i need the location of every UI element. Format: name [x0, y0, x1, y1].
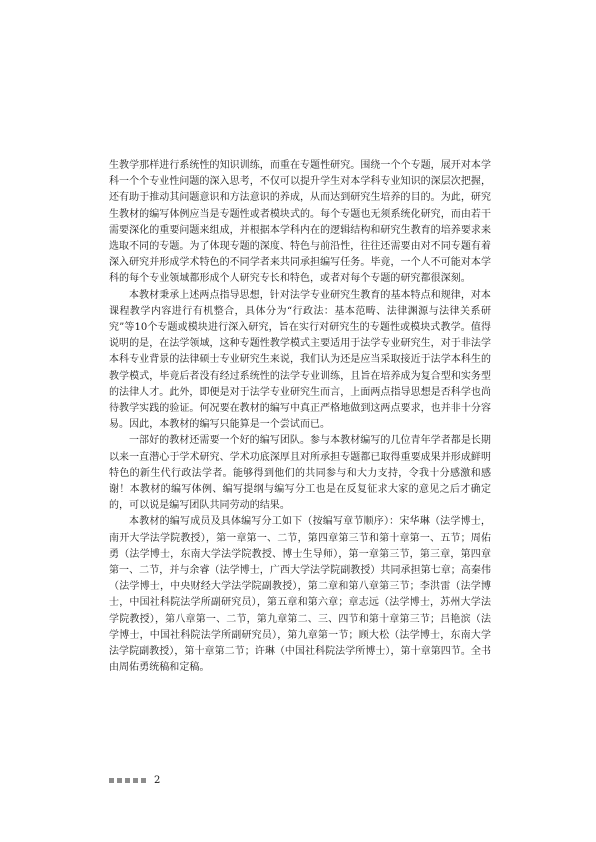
page-number: 2	[154, 775, 161, 786]
footer-square	[141, 778, 146, 783]
paragraph-4: 本教材的编写成员及具体编写分工如下（按编写章节顺序）：宋华琳（法学博士，南开大学法学院教授），第一章第一、二节，第四章第三节和第十章第一、五节；周佑勇（法学博士，东南大学法学院教授、博士生导师），第一章第三节，第三章，第四章第一、二节，并与余睿（法学博士，广西大学法学院副教授）共同承担第七章；高秦伟（法学博士，中央财经大学法学院副教授），第二章和第八章第三节；李洪雷（法学博士，中国社科院法学所副研究员），第五章和第六章；章志远（法学博士，苏州大学法学院教授），第八章第一、二节，第九章第二、三、四节和第十章第三节；吕艳滨（法学博士，中国社科院法学所副研究员），第九章第一节；顾大松（法学博士，东南大学法学院副教授），第十章第二节；许琳（中国社科院法学所博士），第十章第四节。全书由周佑勇统稿和定稿。	[109, 516, 491, 674]
footer-squares-decoration	[109, 778, 146, 783]
paragraph-1: 生教学那样进行系统性的知识训练，而重在专题性研究。围绕一个个专题，展开对本学科一个个专业性问题的深入思考，不仅可以提升学生对本学科专业知识的深层次把握，还有助于推动其问题意识和方法意识的养成，从而达到研究生培养的目的。为此，研究生教材的编写体例应当是专题性或者模块式的。每个专题也无须系统化研究，而由若干需要深化的重要问题来组成，并根据本学科内在的逻辑结构和研究生教育的培养要求来选取不同的专题。为了体现专题的深度、特色与前沿性，往往还需要由对不同专题有着深入研究并形成学术特色的不同学者来共同承担编写任务。毕竟，一个人不可能对本学科的每个专业领域都形成个人研究专长和特色，或者对每个专题的研究都很深刻。	[109, 160, 491, 285]
page-footer	[109, 775, 160, 786]
paragraph-2: 本教材秉承上述两点指导思想，针对法学专业研究生教育的基本特点和规律，对本课程教学内容进行有机整合，具体分为“行政法：基本范畴、法律渊源与法律关系研究”等10个专题或模块进行深入研究，旨在实行对研究生的专题性或模块式教学。值得说明的是，在法学领域，这种专题性教学模式主要适用于法学专业研究生，对于非法学本科专业背景的法律硕士专业研究生来说，我们认为还是应当采取接近于法学本科生的教学模式，毕竟后者没有经过系统性的法学专业训练，且旨在培养成为复合型和实务型的法律人才。此外，即便是对于法学专业研究生而言，上面两点指导思想是否科学也尚待教学实践的验证。何况要在教材的编写中真正严格地做到这两点要求，也并非十分容易。因此，本教材的编写只能算是一个尝试而已。	[109, 289, 491, 431]
footer-square	[117, 778, 122, 783]
page-body	[109, 158, 491, 677]
paragraph-3: 一部好的教材还需要一个好的编写团队。参与本教材编写的几位青年学者都是长期以来一直潜心于学术研究、学术功底深厚且对所承担专题都已取得重要成果并形成鲜明特色的新生代行政法学者。能够得到他们的共同参与和大力支持，令我十分感激和感谢！本教材的编写体例、编写提纲与编写分工也是在反复征求大家的意见之后才确定的，可以说是编写团队共同劳动的结果。	[109, 435, 491, 512]
footer-square	[133, 778, 138, 783]
footer-square	[109, 778, 114, 783]
footer-square	[125, 778, 130, 783]
